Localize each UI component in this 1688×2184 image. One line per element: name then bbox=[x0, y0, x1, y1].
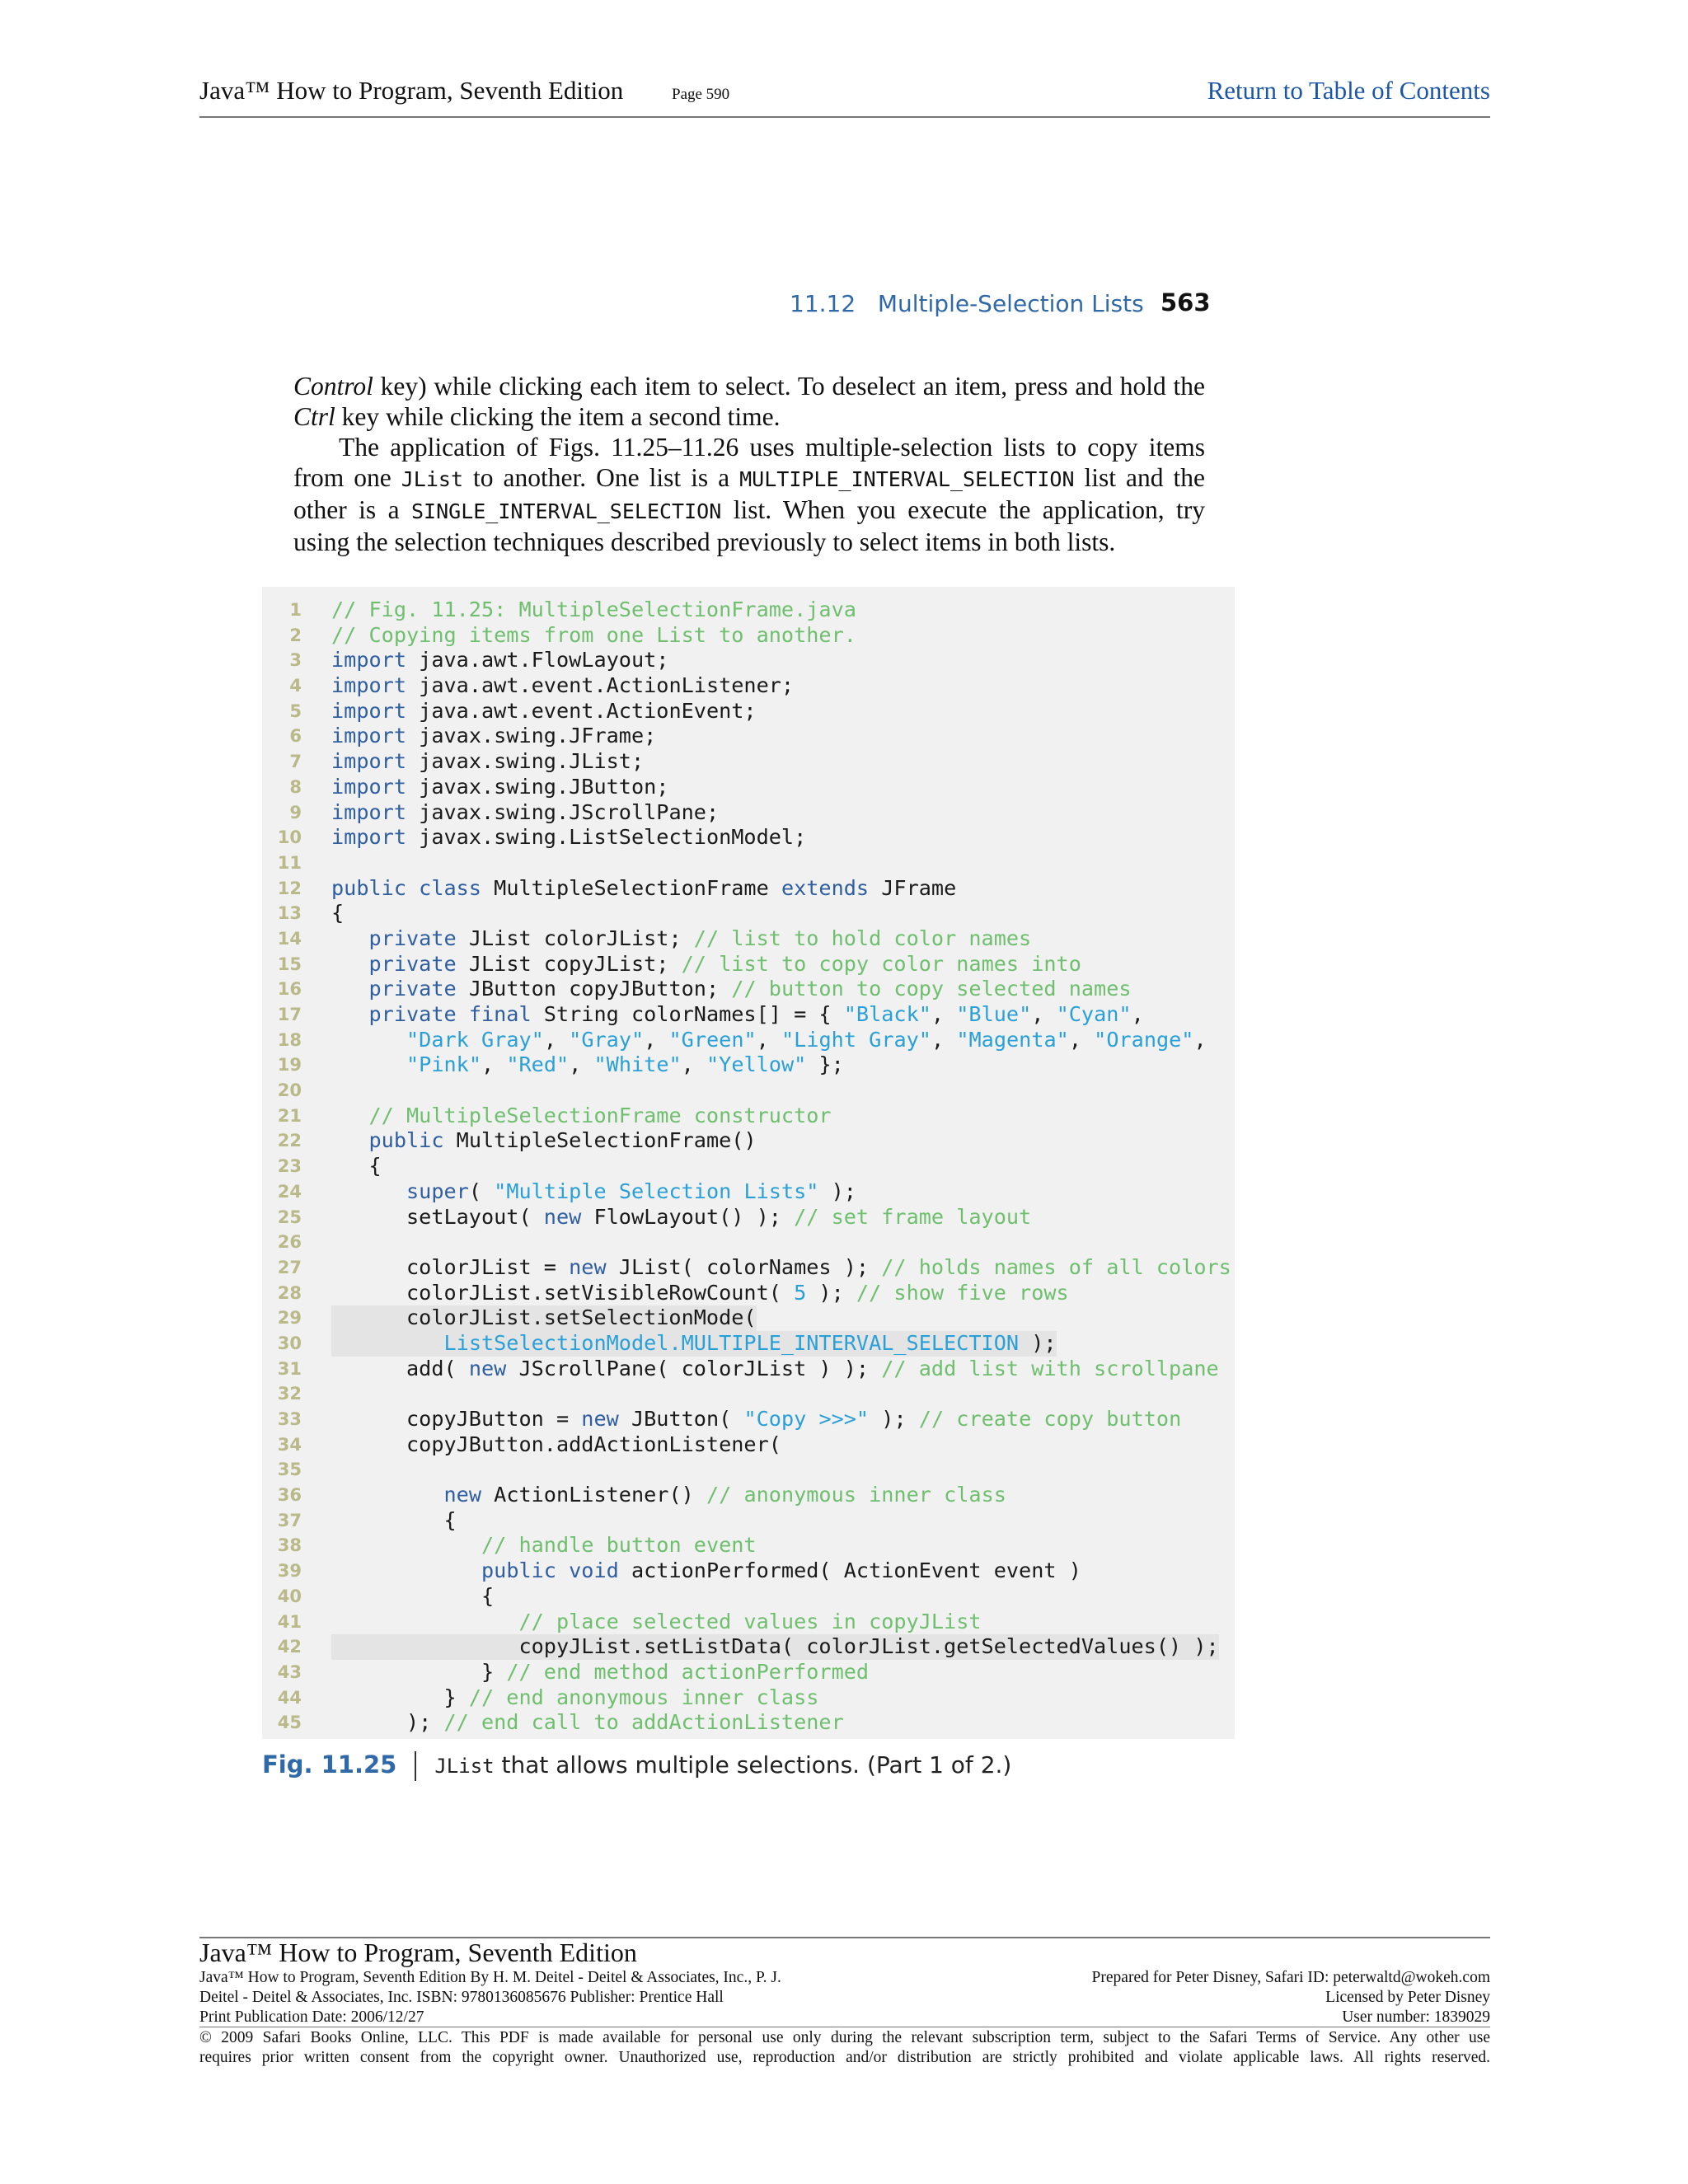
code-text bbox=[331, 775, 668, 800]
code-token: copyJButton.addActionListener( bbox=[331, 1432, 781, 1456]
code-token: { bbox=[331, 1507, 457, 1532]
code-text bbox=[331, 1052, 844, 1078]
code-text bbox=[331, 623, 856, 649]
line-number: 18 bbox=[277, 1029, 302, 1050]
code-line bbox=[262, 1610, 1235, 1635]
code-keyword: import bbox=[331, 774, 406, 799]
code-text bbox=[331, 1104, 832, 1129]
line-number: 9 bbox=[289, 802, 302, 823]
code-text bbox=[331, 1179, 856, 1205]
code-keyword: super bbox=[406, 1179, 469, 1203]
code-line bbox=[262, 1685, 1235, 1711]
code-text bbox=[331, 901, 344, 926]
control-word: Control bbox=[293, 372, 373, 401]
code-token: { bbox=[331, 1154, 382, 1179]
code-comment: // end anonymous inner class bbox=[468, 1685, 819, 1709]
code-literal: "Yellow" bbox=[706, 1052, 807, 1077]
line-number: 36 bbox=[277, 1485, 302, 1506]
code-keyword: private bbox=[368, 977, 457, 1001]
code-line bbox=[262, 1432, 1235, 1458]
code-token: JScrollPane( colorJList ) ); bbox=[506, 1356, 882, 1380]
code-token bbox=[331, 1533, 481, 1557]
code-literal: "Orange" bbox=[1094, 1027, 1194, 1052]
code-text bbox=[331, 724, 656, 749]
line-number: 19 bbox=[277, 1055, 302, 1076]
code-keyword: new bbox=[581, 1407, 619, 1431]
code-line bbox=[262, 699, 1235, 724]
code-line bbox=[262, 1710, 1235, 1736]
code-line bbox=[262, 1558, 1235, 1584]
code-text bbox=[331, 1154, 382, 1179]
code-text bbox=[331, 1357, 1219, 1382]
code-comment: // MultipleSelectionFrame constructor bbox=[368, 1103, 832, 1127]
code-line bbox=[262, 1179, 1235, 1205]
code-token: , bbox=[681, 1052, 707, 1077]
code-comment: // button to copy selected names bbox=[731, 977, 1132, 1001]
code-line bbox=[262, 1483, 1235, 1508]
code-token: JList copyJList; bbox=[456, 951, 682, 976]
code-keyword: import bbox=[331, 724, 406, 748]
code-token: java.awt.event.ActionListener; bbox=[406, 673, 795, 698]
code-token: , bbox=[481, 1052, 507, 1077]
code-token: colorJList.setSelectionMode( bbox=[331, 1305, 757, 1330]
line-number: 10 bbox=[277, 827, 302, 848]
code-text bbox=[331, 1685, 818, 1711]
code-token: java.awt.event.ActionEvent; bbox=[406, 698, 757, 723]
line-number: 30 bbox=[277, 1333, 302, 1353]
copyright-line: requires prior written consent from the copyright owner. Unauthorized use, reproduction and/or distribution are strictly prohibited and violate applicable laws. All rights reserved. bbox=[199, 2049, 1490, 2066]
code-keyword: extends bbox=[781, 875, 870, 900]
line-number: 28 bbox=[277, 1282, 302, 1303]
code-comment: // show five rows bbox=[856, 1280, 1069, 1305]
line-number: 15 bbox=[277, 954, 302, 974]
line-number: 39 bbox=[277, 1561, 302, 1582]
code-text bbox=[331, 1205, 1031, 1230]
line-number: 17 bbox=[277, 1005, 302, 1024]
code-token: , bbox=[644, 1027, 669, 1052]
line-number: 38 bbox=[277, 1535, 302, 1556]
code-literal: ListSelectionModel.MULTIPLE_INTERVAL_SELECTION bbox=[443, 1330, 1020, 1355]
code-keyword: import bbox=[331, 825, 406, 850]
code-line bbox=[262, 1078, 1235, 1104]
code-text bbox=[331, 673, 794, 699]
ctrl-word: Ctrl bbox=[293, 402, 335, 431]
footer-title: Java™ How to Program, Seventh Edition bbox=[199, 1938, 637, 1967]
line-number: 43 bbox=[277, 1661, 302, 1682]
code-literal: "Green" bbox=[668, 1027, 757, 1052]
line-number: 37 bbox=[277, 1510, 302, 1530]
code-token: javax.swing.JButton; bbox=[406, 774, 669, 799]
line-number: 27 bbox=[277, 1257, 302, 1277]
line-number: 6 bbox=[289, 726, 302, 747]
code-token bbox=[331, 1331, 443, 1355]
code-line bbox=[262, 598, 1235, 623]
line-number: 42 bbox=[277, 1637, 302, 1657]
code-token bbox=[331, 1028, 406, 1052]
line-number: 32 bbox=[277, 1384, 302, 1404]
code-line bbox=[262, 1205, 1235, 1230]
paragraph-1 bbox=[293, 371, 1205, 432]
code-token: ); bbox=[806, 1280, 856, 1305]
running-head-page-number: 563 bbox=[1160, 288, 1211, 316]
code-keyword: new bbox=[468, 1356, 507, 1380]
code-token: ); bbox=[331, 1710, 444, 1735]
code-line bbox=[262, 952, 1235, 977]
line-number: 24 bbox=[277, 1181, 302, 1202]
code-keyword: import bbox=[331, 698, 406, 723]
code-line bbox=[262, 1028, 1235, 1053]
code-token: JList( colorNames ); bbox=[606, 1254, 882, 1279]
code-line bbox=[262, 825, 1235, 851]
toc-link[interactable]: Return to Table of Contents bbox=[1207, 76, 1490, 105]
code-keyword: public bbox=[368, 1128, 444, 1153]
line-number: 1 bbox=[289, 600, 302, 620]
code-comment: // place selected values in copyJList bbox=[518, 1609, 982, 1633]
code-line bbox=[262, 1281, 1235, 1306]
copyright-notice bbox=[199, 2028, 1490, 2068]
code-literal: "Cyan" bbox=[1056, 1002, 1132, 1026]
code-line bbox=[262, 1508, 1235, 1534]
code-text bbox=[331, 977, 1132, 1002]
code-token: JFrame bbox=[869, 875, 957, 900]
code-line bbox=[262, 1660, 1235, 1685]
code-literal: "Dark Gray" bbox=[406, 1027, 544, 1052]
code-token bbox=[331, 1483, 443, 1507]
code-token: , bbox=[1068, 1027, 1095, 1052]
footer-line: Print Publication Date: 2006/12/27 bbox=[199, 2008, 424, 2026]
code-text bbox=[331, 926, 1031, 952]
code-line bbox=[262, 977, 1235, 1002]
footer-line: Deitel - Deitel & Associates, Inc. ISBN: 9780136085676 Publisher: Prentice Hall bbox=[199, 1989, 724, 2006]
line-number: 13 bbox=[277, 903, 302, 924]
code-token: javax.swing.JFrame; bbox=[406, 724, 657, 748]
code-token bbox=[331, 952, 369, 976]
code-literal: "Black" bbox=[843, 1002, 931, 1026]
line-number: 12 bbox=[277, 878, 302, 898]
footer-line: Prepared for Peter Disney, Safari ID: peterwaltd@wokeh.com bbox=[1091, 1969, 1490, 1986]
code-token: String colorNames[] = { bbox=[531, 1002, 844, 1026]
code-token: , bbox=[756, 1027, 781, 1052]
inline-code: MULTIPLE_INTERVAL_SELECTION bbox=[739, 467, 1075, 491]
code-literal: 5 bbox=[794, 1280, 807, 1305]
code-comment: // end call to addActionListener bbox=[443, 1710, 844, 1735]
line-number: 3 bbox=[289, 650, 302, 671]
line-number: 40 bbox=[277, 1586, 302, 1606]
line-number: 45 bbox=[277, 1713, 302, 1733]
figure-caption bbox=[262, 1750, 1011, 1781]
code-token: } bbox=[331, 1685, 469, 1709]
line-number: 31 bbox=[277, 1358, 302, 1379]
code-token: ( bbox=[468, 1179, 495, 1203]
code-text bbox=[331, 1305, 757, 1331]
code-text bbox=[331, 1660, 869, 1685]
code-token: colorJList = bbox=[331, 1254, 570, 1279]
code-literal: "White" bbox=[593, 1052, 682, 1077]
code-text bbox=[331, 1331, 1057, 1357]
code-text bbox=[331, 598, 856, 623]
code-token: ActionListener() bbox=[481, 1483, 706, 1507]
code-literal: "Blue" bbox=[956, 1002, 1032, 1026]
code-literal: "Copy >>>" bbox=[743, 1407, 870, 1431]
footer-line: Licensed by Peter Disney bbox=[1325, 1989, 1490, 2006]
code-token: actionPerformed( ActionEvent event ) bbox=[618, 1558, 1081, 1583]
line-number: 2 bbox=[289, 625, 302, 645]
code-line bbox=[262, 1381, 1235, 1407]
code-token: javax.swing.JList; bbox=[406, 749, 645, 774]
code-token: ); bbox=[869, 1407, 919, 1431]
footer-license-info bbox=[1092, 1968, 1490, 2027]
code-keyword: new bbox=[443, 1483, 481, 1507]
line-number: 25 bbox=[277, 1207, 302, 1227]
code-token: , bbox=[1193, 1027, 1207, 1052]
code-keyword: import bbox=[331, 749, 406, 774]
footer-publication-info bbox=[199, 1968, 781, 2027]
line-number: 33 bbox=[277, 1409, 302, 1429]
code-line bbox=[262, 749, 1235, 775]
code-text bbox=[331, 1533, 757, 1558]
copyright-line: © 2009 Safari Books Online, LLC. This PDF is made available for personal use only during the relevant subscription term, subject to the Safari Terms of Service. Any other use bbox=[199, 2029, 1490, 2046]
code-text bbox=[331, 1634, 1219, 1660]
header-divider bbox=[199, 116, 1490, 118]
text-run: The application of Figs. 11.25–11.26 uses multiple-selection lists to copy items from one bbox=[293, 433, 1205, 492]
code-token: MultipleSelectionFrame bbox=[481, 875, 781, 900]
text-run: list and the other is a bbox=[293, 463, 1206, 524]
code-token bbox=[331, 926, 369, 950]
line-number: 29 bbox=[277, 1308, 302, 1329]
code-comment: // holds names of all colors bbox=[881, 1254, 1231, 1279]
code-keyword: private final bbox=[368, 1002, 532, 1026]
code-line bbox=[262, 648, 1235, 673]
code-listing bbox=[262, 598, 1235, 1736]
paragraph-2 bbox=[293, 432, 1205, 557]
code-token bbox=[331, 1104, 369, 1127]
code-token: javax.swing.ListSelectionModel; bbox=[406, 825, 807, 850]
code-token: copyJButton = bbox=[331, 1407, 582, 1431]
code-literal: "Pink" bbox=[406, 1052, 481, 1077]
code-line bbox=[262, 851, 1235, 876]
code-literal: "Multiple Selection Lists" bbox=[494, 1179, 819, 1203]
code-comment: // list to copy color names into bbox=[681, 951, 1081, 976]
code-comment: // end method actionPerformed bbox=[506, 1659, 870, 1684]
code-token: MultipleSelectionFrame() bbox=[443, 1128, 757, 1153]
code-token: { bbox=[331, 1583, 495, 1608]
code-line bbox=[262, 1305, 1235, 1331]
code-token: copyJList.setListData( colorJList.getSelectedValues() ); bbox=[331, 1634, 1219, 1659]
line-number: 21 bbox=[277, 1105, 302, 1126]
code-text bbox=[331, 699, 757, 724]
footer-line: User number: 1839029 bbox=[1342, 2008, 1490, 2026]
code-token: java.awt.FlowLayout; bbox=[406, 648, 669, 673]
line-number: 35 bbox=[277, 1460, 302, 1480]
code-token bbox=[331, 977, 369, 1001]
line-number: 8 bbox=[289, 776, 302, 797]
code-token: , bbox=[543, 1027, 570, 1052]
code-line bbox=[262, 1230, 1235, 1255]
caption-separator bbox=[415, 1751, 416, 1781]
code-text bbox=[331, 825, 806, 851]
line-number: 11 bbox=[277, 852, 302, 873]
code-token: setLayout( bbox=[331, 1204, 544, 1229]
code-comment: // list to hold color names bbox=[693, 926, 1032, 950]
text-run: key) while clicking each item to select. To deselect an item, press and hold the bbox=[373, 372, 1205, 401]
line-number: 4 bbox=[289, 676, 302, 696]
code-text bbox=[331, 876, 956, 902]
code-token: ); bbox=[818, 1179, 856, 1203]
code-text bbox=[331, 648, 668, 673]
code-line bbox=[262, 1457, 1235, 1483]
code-comment: // set frame layout bbox=[794, 1204, 1032, 1229]
code-token: }; bbox=[806, 1052, 844, 1077]
code-token bbox=[331, 1128, 369, 1152]
footer-line: Java™ How to Program, Seventh Edition By H. M. Deitel - Deitel & Associates, Inc., P. J. bbox=[199, 1969, 781, 1986]
code-comment: // create copy button bbox=[918, 1407, 1182, 1431]
code-line bbox=[262, 623, 1235, 649]
code-comment: // Fig. 11.25: MultipleSelectionFrame.java bbox=[331, 598, 856, 621]
code-line bbox=[262, 724, 1235, 749]
line-number: 7 bbox=[289, 752, 302, 772]
code-comment: // Copying items from one List to another. bbox=[331, 622, 856, 647]
code-text bbox=[331, 749, 644, 775]
code-token: JButton( bbox=[618, 1407, 744, 1431]
code-token: , bbox=[931, 1027, 957, 1052]
code-keyword: import bbox=[331, 799, 406, 824]
code-token bbox=[331, 1002, 369, 1026]
line-number: 14 bbox=[277, 928, 302, 949]
code-text bbox=[331, 1483, 1006, 1508]
code-keyword: private bbox=[368, 926, 457, 950]
code-keyword: import bbox=[331, 648, 406, 673]
code-text bbox=[331, 1281, 1069, 1306]
code-keyword: private bbox=[368, 951, 457, 976]
code-line bbox=[262, 926, 1235, 952]
line-number: 22 bbox=[277, 1131, 302, 1151]
code-token: , bbox=[1031, 1002, 1057, 1026]
code-token: FlowLayout() ); bbox=[581, 1204, 795, 1229]
code-text bbox=[331, 1710, 844, 1736]
code-token: { bbox=[331, 901, 345, 926]
code-keyword: new bbox=[569, 1254, 607, 1279]
code-literal: "Magenta" bbox=[956, 1027, 1069, 1052]
code-token: , bbox=[1131, 1002, 1144, 1026]
code-text bbox=[331, 952, 1081, 977]
code-line bbox=[262, 1533, 1235, 1558]
code-line bbox=[262, 1154, 1235, 1179]
code-token: , bbox=[569, 1052, 594, 1077]
code-line bbox=[262, 1128, 1235, 1154]
code-token: javax.swing.JScrollPane; bbox=[406, 799, 720, 824]
code-token: JList colorJList; bbox=[456, 926, 694, 950]
code-text bbox=[331, 1610, 982, 1635]
code-literal: "Light Gray" bbox=[781, 1027, 931, 1052]
code-comment: // handle button event bbox=[481, 1533, 757, 1558]
code-literal: "Red" bbox=[506, 1052, 570, 1077]
code-line bbox=[262, 673, 1235, 699]
body-text bbox=[293, 371, 1205, 557]
code-token: ); bbox=[1019, 1330, 1057, 1355]
code-token: , bbox=[931, 1002, 957, 1026]
code-keyword: public class bbox=[331, 875, 481, 900]
code-token bbox=[331, 1558, 481, 1582]
code-token: JButton copyJButton; bbox=[456, 977, 732, 1001]
code-text bbox=[331, 1407, 1181, 1432]
code-line bbox=[262, 1255, 1235, 1281]
line-number: 23 bbox=[277, 1156, 302, 1177]
code-line bbox=[262, 1357, 1235, 1382]
line-number: 16 bbox=[277, 979, 302, 1000]
code-text bbox=[331, 800, 719, 826]
code-token: colorJList.setVisibleRowCount( bbox=[331, 1280, 795, 1305]
code-token: add( bbox=[331, 1356, 469, 1380]
code-text bbox=[331, 1002, 1144, 1028]
code-line bbox=[262, 1052, 1235, 1078]
code-keyword: public void bbox=[481, 1558, 619, 1583]
figure-label: Fig. 11.25 bbox=[262, 1750, 397, 1779]
code-line bbox=[262, 1407, 1235, 1432]
code-token bbox=[331, 1052, 406, 1076]
code-text bbox=[331, 1028, 1207, 1053]
code-token bbox=[331, 1610, 518, 1633]
caption-code: JList bbox=[434, 1755, 495, 1778]
code-text bbox=[331, 1558, 1081, 1584]
line-number: 34 bbox=[277, 1434, 302, 1455]
code-text bbox=[331, 1432, 781, 1458]
code-text bbox=[331, 1128, 757, 1154]
code-text bbox=[331, 1508, 457, 1534]
text-run: to another. One list is a bbox=[463, 463, 740, 492]
line-number: 5 bbox=[289, 701, 302, 721]
running-head-section: 11.12 Multiple-Selection Lists bbox=[790, 290, 1144, 317]
code-line bbox=[262, 1331, 1235, 1357]
code-line bbox=[262, 1104, 1235, 1129]
code-literal: "Gray" bbox=[569, 1027, 645, 1052]
code-line bbox=[262, 800, 1235, 826]
line-number: 44 bbox=[277, 1687, 302, 1708]
code-token bbox=[331, 1179, 406, 1203]
line-number: 20 bbox=[277, 1080, 302, 1101]
code-keyword: import bbox=[331, 673, 406, 698]
code-token: } bbox=[331, 1659, 507, 1684]
inline-code: JList bbox=[401, 467, 463, 491]
line-number: 26 bbox=[277, 1232, 302, 1253]
text-run: list. When you execute the application, try using the selection techniques described previously to select items in both lists. bbox=[293, 495, 1205, 556]
code-line bbox=[262, 1634, 1235, 1660]
caption-text: that allows multiple selections. (Part 1 of 2.) bbox=[494, 1751, 1012, 1779]
code-line bbox=[262, 1584, 1235, 1610]
code-keyword: new bbox=[543, 1204, 582, 1229]
code-text bbox=[331, 1584, 494, 1610]
page-label: Page 590 bbox=[672, 86, 730, 103]
inline-code: SINGLE_INTERVAL_SELECTION bbox=[410, 499, 722, 523]
code-comment: // anonymous inner class bbox=[706, 1483, 1006, 1507]
code-comment: // add list with scrollpane bbox=[881, 1356, 1219, 1380]
code-line bbox=[262, 775, 1235, 800]
code-line bbox=[262, 901, 1235, 926]
code-line bbox=[262, 1002, 1235, 1028]
line-number: 41 bbox=[277, 1611, 302, 1632]
code-text bbox=[331, 1255, 1231, 1281]
code-line bbox=[262, 876, 1235, 902]
text-run: key while clicking the item a second time. bbox=[335, 402, 781, 431]
book-title: Java™ How to Program, Seventh Edition bbox=[199, 76, 624, 105]
